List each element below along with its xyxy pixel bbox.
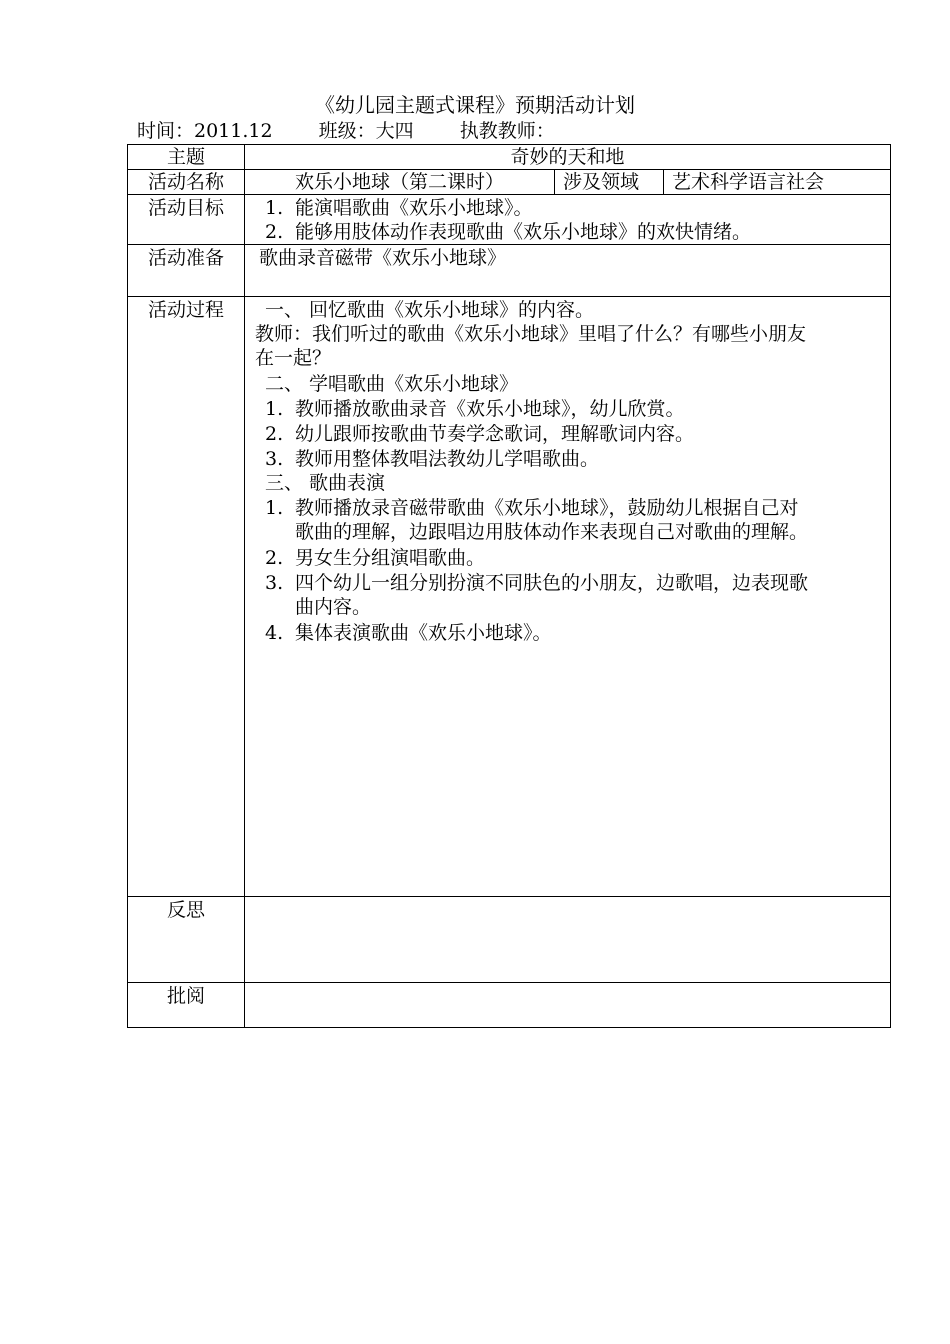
step-text-cont: 曲内容。: [295, 596, 372, 618]
step-number: 4.: [265, 622, 284, 644]
goals-label: 活动目标: [147, 197, 224, 219]
reflection-field: [245, 898, 890, 982]
review-label: 批阅: [166, 985, 205, 1007]
process-label: 活动过程: [147, 299, 224, 321]
process-section-3-heading: 三、 歌曲表演: [265, 472, 386, 494]
step-number: 1.: [265, 497, 284, 519]
activity-name-value: 欢乐小地球（第二课时）: [294, 171, 504, 193]
goal-text: 能演唱歌曲《欢乐小地球》。: [295, 197, 533, 219]
step-text: 男女生分组演唱歌曲。: [295, 547, 486, 569]
goal-number: 2.: [265, 221, 284, 243]
step-number: 2.: [265, 423, 284, 445]
domain-label: 涉及领域: [563, 171, 640, 193]
step-number: 2.: [265, 547, 284, 569]
reflection-label: 反思: [166, 899, 205, 921]
step-text: 教师播放歌曲录音《欢乐小地球》，幼儿欣赏。: [295, 398, 685, 420]
review-field: [245, 984, 890, 1026]
process-section-1-text: 教师：我们听过的歌曲《欢乐小地球》里唱了什么？有哪些小朋友: [255, 323, 807, 345]
step-text: 教师用整体教唱法教幼儿学唱歌曲。: [295, 448, 600, 470]
theme-value: 奇妙的天和地: [510, 146, 625, 168]
document-title: 《幼儿园主题式课程》预期活动计划: [315, 93, 635, 117]
meta-teacher: 执教教师：: [459, 120, 555, 142]
goal-number: 1.: [265, 197, 284, 219]
theme-label: 主题: [166, 146, 205, 168]
step-number: 3.: [265, 572, 284, 594]
process-section-1-heading: 一、 回忆歌曲《欢乐小地球》的内容。: [265, 299, 595, 321]
activity-name-label: 活动名称: [147, 171, 224, 193]
step-text-cont: 歌曲的理解，边跟唱边用肢体动作来表现自己对歌曲的理解。: [295, 521, 809, 543]
step-text: 幼儿跟师按歌曲节奏学念歌词，理解歌词内容。: [295, 423, 695, 445]
process-section-2-heading: 二、 学唱歌曲《欢乐小地球》: [265, 373, 519, 395]
process-section-1-text-cont: 在一起？: [255, 347, 332, 369]
step-text: 集体表演歌曲《欢乐小地球》。: [295, 622, 552, 644]
meta-line: [137, 119, 555, 143]
step-number: 3.: [265, 448, 284, 470]
step-text: 教师播放录音磁带歌曲《欢乐小地球》，鼓励幼儿根据自己对: [295, 497, 799, 519]
prep-value: 歌曲录音磁带《欢乐小地球》: [259, 247, 507, 269]
goal-text: 能够用肢体动作表现歌曲《欢乐小地球》的欢快情绪。: [295, 221, 752, 243]
meta-time: 时间：2011.12: [137, 120, 273, 142]
step-text: 四个幼儿一组分别扮演不同肤色的小朋友，边歌唱，边表现歌: [295, 572, 809, 594]
step-number: 1.: [265, 398, 284, 420]
domain-value: 艺术科学语言社会: [672, 171, 825, 193]
prep-label: 活动准备: [147, 247, 224, 269]
meta-class: 班级：大四: [318, 120, 414, 142]
